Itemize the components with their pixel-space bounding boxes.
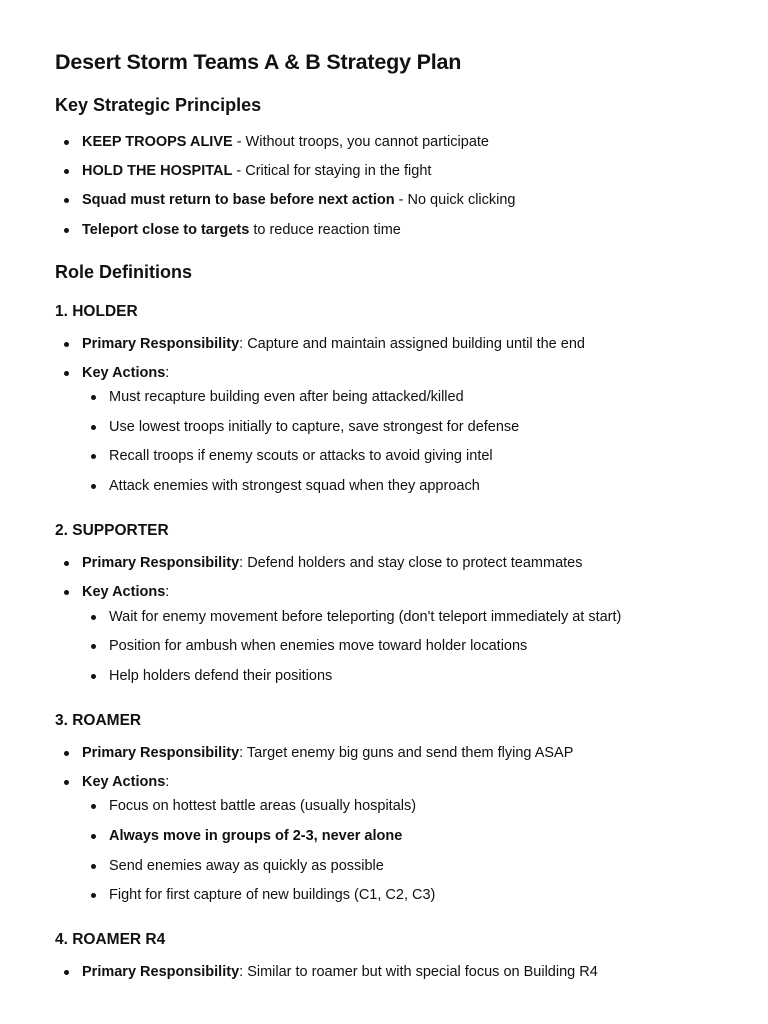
action-item: Must recapture building even after being attacked/killed <box>55 388 748 406</box>
key-actions: Key Actions: <box>55 773 748 791</box>
supporter-actions <box>55 608 748 685</box>
action-item: Wait for enemy movement before teleporting (don't teleport immediately at start) <box>55 608 748 626</box>
primary-responsibility: Primary Responsibility: Target enemy big guns and send them flying ASAP <box>55 744 748 762</box>
role-roamer-r4-list <box>55 963 748 981</box>
action-item: Use lowest troops initially to capture, save strongest for defense <box>55 418 748 436</box>
action-item: Fight for first capture of new buildings (C1, C2, C3) <box>55 886 748 904</box>
document-title: Desert Storm Teams A & B Strategy Plan <box>55 50 462 74</box>
holder-actions <box>55 388 748 495</box>
roamer-actions <box>55 797 748 904</box>
role-supporter-list <box>55 554 748 601</box>
key-actions: Key Actions: <box>55 364 748 382</box>
role-heading-supporter: 2. SUPPORTER <box>55 522 169 539</box>
role-heading-roamer-r4: 4. ROAMER R4 <box>55 931 166 948</box>
action-item: Always move in groups of 2-3, never alone <box>55 827 748 845</box>
principle-item: Squad must return to base before next action - No quick clicking <box>55 191 748 209</box>
principles-list <box>55 133 748 239</box>
primary-responsibility: Primary Responsibility: Defend holders and stay close to protect teammates <box>55 554 748 572</box>
role-roamer-list <box>55 744 748 791</box>
principle-item: HOLD THE HOSPITAL - Critical for staying in the fight <box>55 162 748 180</box>
action-item: Help holders defend their positions <box>55 667 748 685</box>
principle-item: KEEP TROOPS ALIVE - Without troops, you cannot participate <box>55 133 748 151</box>
action-item: Focus on hottest battle areas (usually hospitals) <box>55 797 748 815</box>
action-item: Recall troops if enemy scouts or attacks to avoid giving intel <box>55 447 748 465</box>
role-heading-holder: 1. HOLDER <box>55 303 138 320</box>
principle-item: Teleport close to targets to reduce reaction time <box>55 221 748 239</box>
role-heading-roamer: 3. ROAMER <box>55 712 142 729</box>
primary-responsibility: Primary Responsibility: Capture and maintain assigned building until the end <box>55 335 748 353</box>
key-actions: Key Actions: <box>55 583 748 601</box>
action-item: Attack enemies with strongest squad when they approach <box>55 477 748 495</box>
roles-heading: Role Definitions <box>55 262 193 282</box>
role-holder-list <box>55 335 748 382</box>
action-item: Position for ambush when enemies move toward holder locations <box>55 637 748 655</box>
action-item: Send enemies away as quickly as possible <box>55 857 748 875</box>
primary-responsibility: Primary Responsibility: Similar to roamer but with special focus on Building R4 <box>55 963 748 981</box>
principles-heading: Key Strategic Principles <box>55 95 262 115</box>
